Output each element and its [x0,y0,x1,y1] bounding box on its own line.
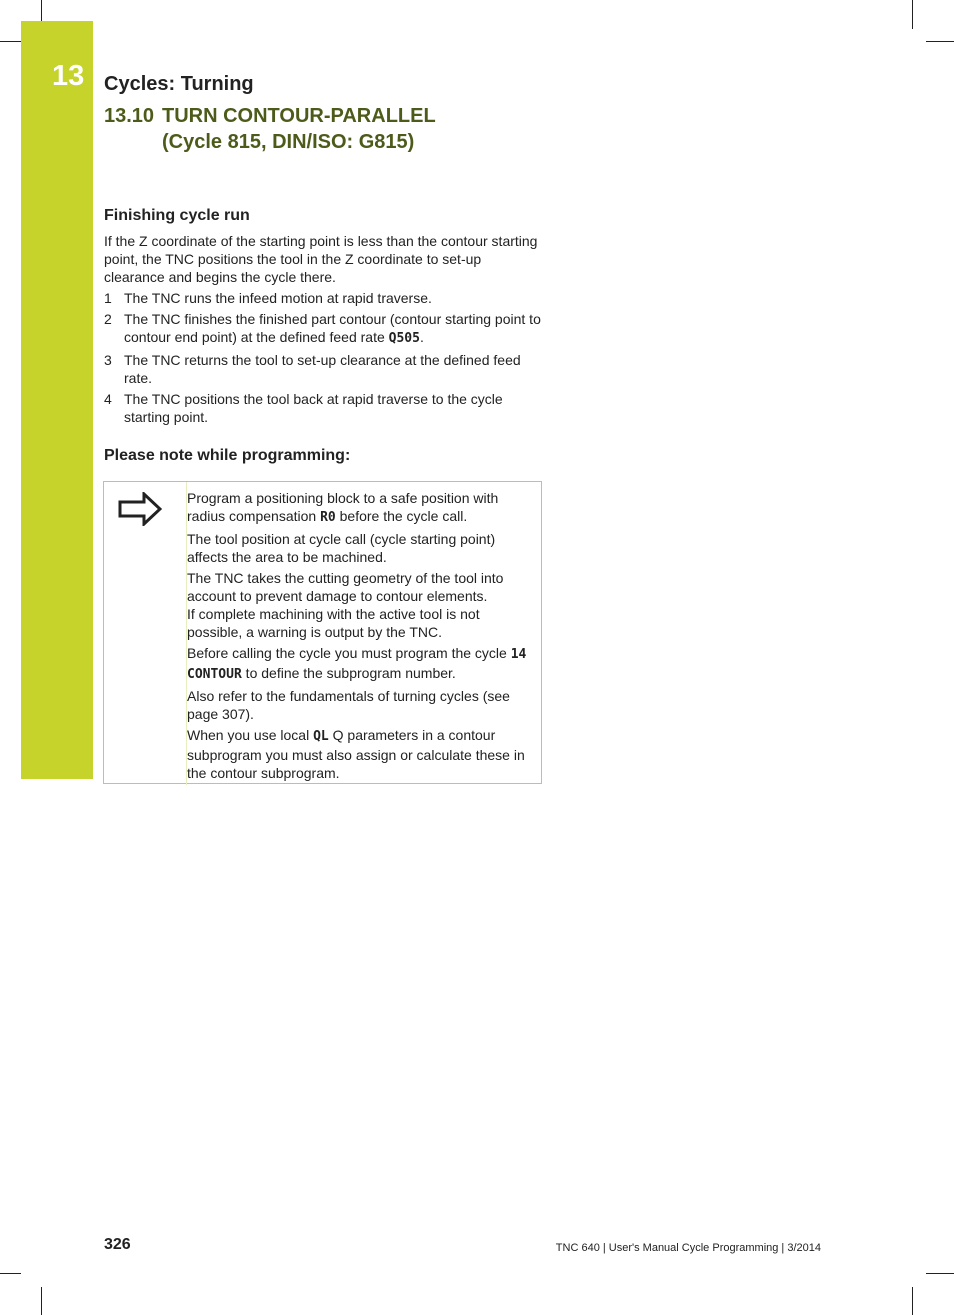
crop-mark [926,41,954,42]
note-item: Also refer to the fundamentals of turning cycles (see page 307). [187,688,510,722]
crop-mark [0,41,21,42]
programming-note-heading: Please note while programming: [104,447,351,464]
list-item [104,289,544,307]
note-text: When you use local [187,727,314,743]
arrow-right-icon [118,492,162,526]
section-title-line2: (Cycle 815, DIN/ISO: G815) [162,131,415,153]
parameter-code: Q505 [388,331,420,346]
parameter-code: R0 [320,510,336,525]
finishing-intro: If the Z coordinate of the starting point is less than the contour starting point, the TNC positions the tool in the Z coordinate to set-up clearance and begins the cycle there. [104,233,538,285]
finishing-steps [104,289,544,429]
crop-mark [912,1287,913,1315]
crop-mark [41,0,42,21]
step-text: The TNC positions the tool back at rapid traverse to the cycle starting point. [124,391,503,425]
crop-mark [41,1287,42,1315]
list-item [104,310,544,348]
step-number: 3 [104,352,112,368]
note-list [187,489,532,785]
note-text: Program a positioning block to a safe position with radius compensation [187,490,499,524]
parameter-code: 14 CONTOUR [187,647,527,682]
note-text: If complete machining with the active tool is not possible, a warning is output by the TNC. [187,606,480,640]
step-text-end: . [419,329,424,345]
step-text: The TNC finishes the finished part contour (contour starting point to contour end point) at the defined feed rate [124,311,541,345]
list-item [104,390,544,426]
note-text: to define the subprogram number. [241,665,456,681]
parameter-code: QL [313,729,329,744]
section-title-line1: TURN CONTOUR-PARALLEL [162,105,436,127]
note-item [187,644,532,684]
chapter-sidebar [21,21,93,779]
step-number: 4 [104,391,112,407]
chapter-number: 13 [52,60,85,92]
section-title [104,103,436,155]
note-item [187,489,532,527]
note-item [187,569,532,641]
note-text: Q parameters in a contour subprogram you must also assign or calculate these in the contour subprogram. [187,727,525,781]
crop-mark [0,1273,21,1274]
step-number: 1 [104,290,112,306]
footer-text: TNC 640 | User's Manual Cycle Programming | 3/2014 [555,1242,821,1254]
finishing-heading: Finishing cycle run [104,207,250,224]
note-text: The TNC takes the cutting geometry of the tool into account to prevent damage to contour elements. [187,570,504,604]
section-number: 13.10 [104,105,155,127]
step-number: 2 [104,311,112,327]
step-text: The TNC runs the infeed motion at rapid traverse. [124,290,432,306]
crop-mark [926,1273,954,1274]
note-item [187,726,532,782]
note-item: The tool position at cycle call (cycle starting point) affects the area to be machined. [187,531,496,565]
list-item [104,351,544,387]
note-text: Before calling the cycle you must program the cycle [187,645,511,661]
crop-mark [912,0,913,29]
page-number: 326 [104,1236,131,1253]
chapter-title: Cycles: Turning [104,73,254,95]
step-text: The TNC returns the tool to set-up clearance at the defined feed rate. [124,352,521,386]
note-text: before the cycle call. [335,508,468,524]
